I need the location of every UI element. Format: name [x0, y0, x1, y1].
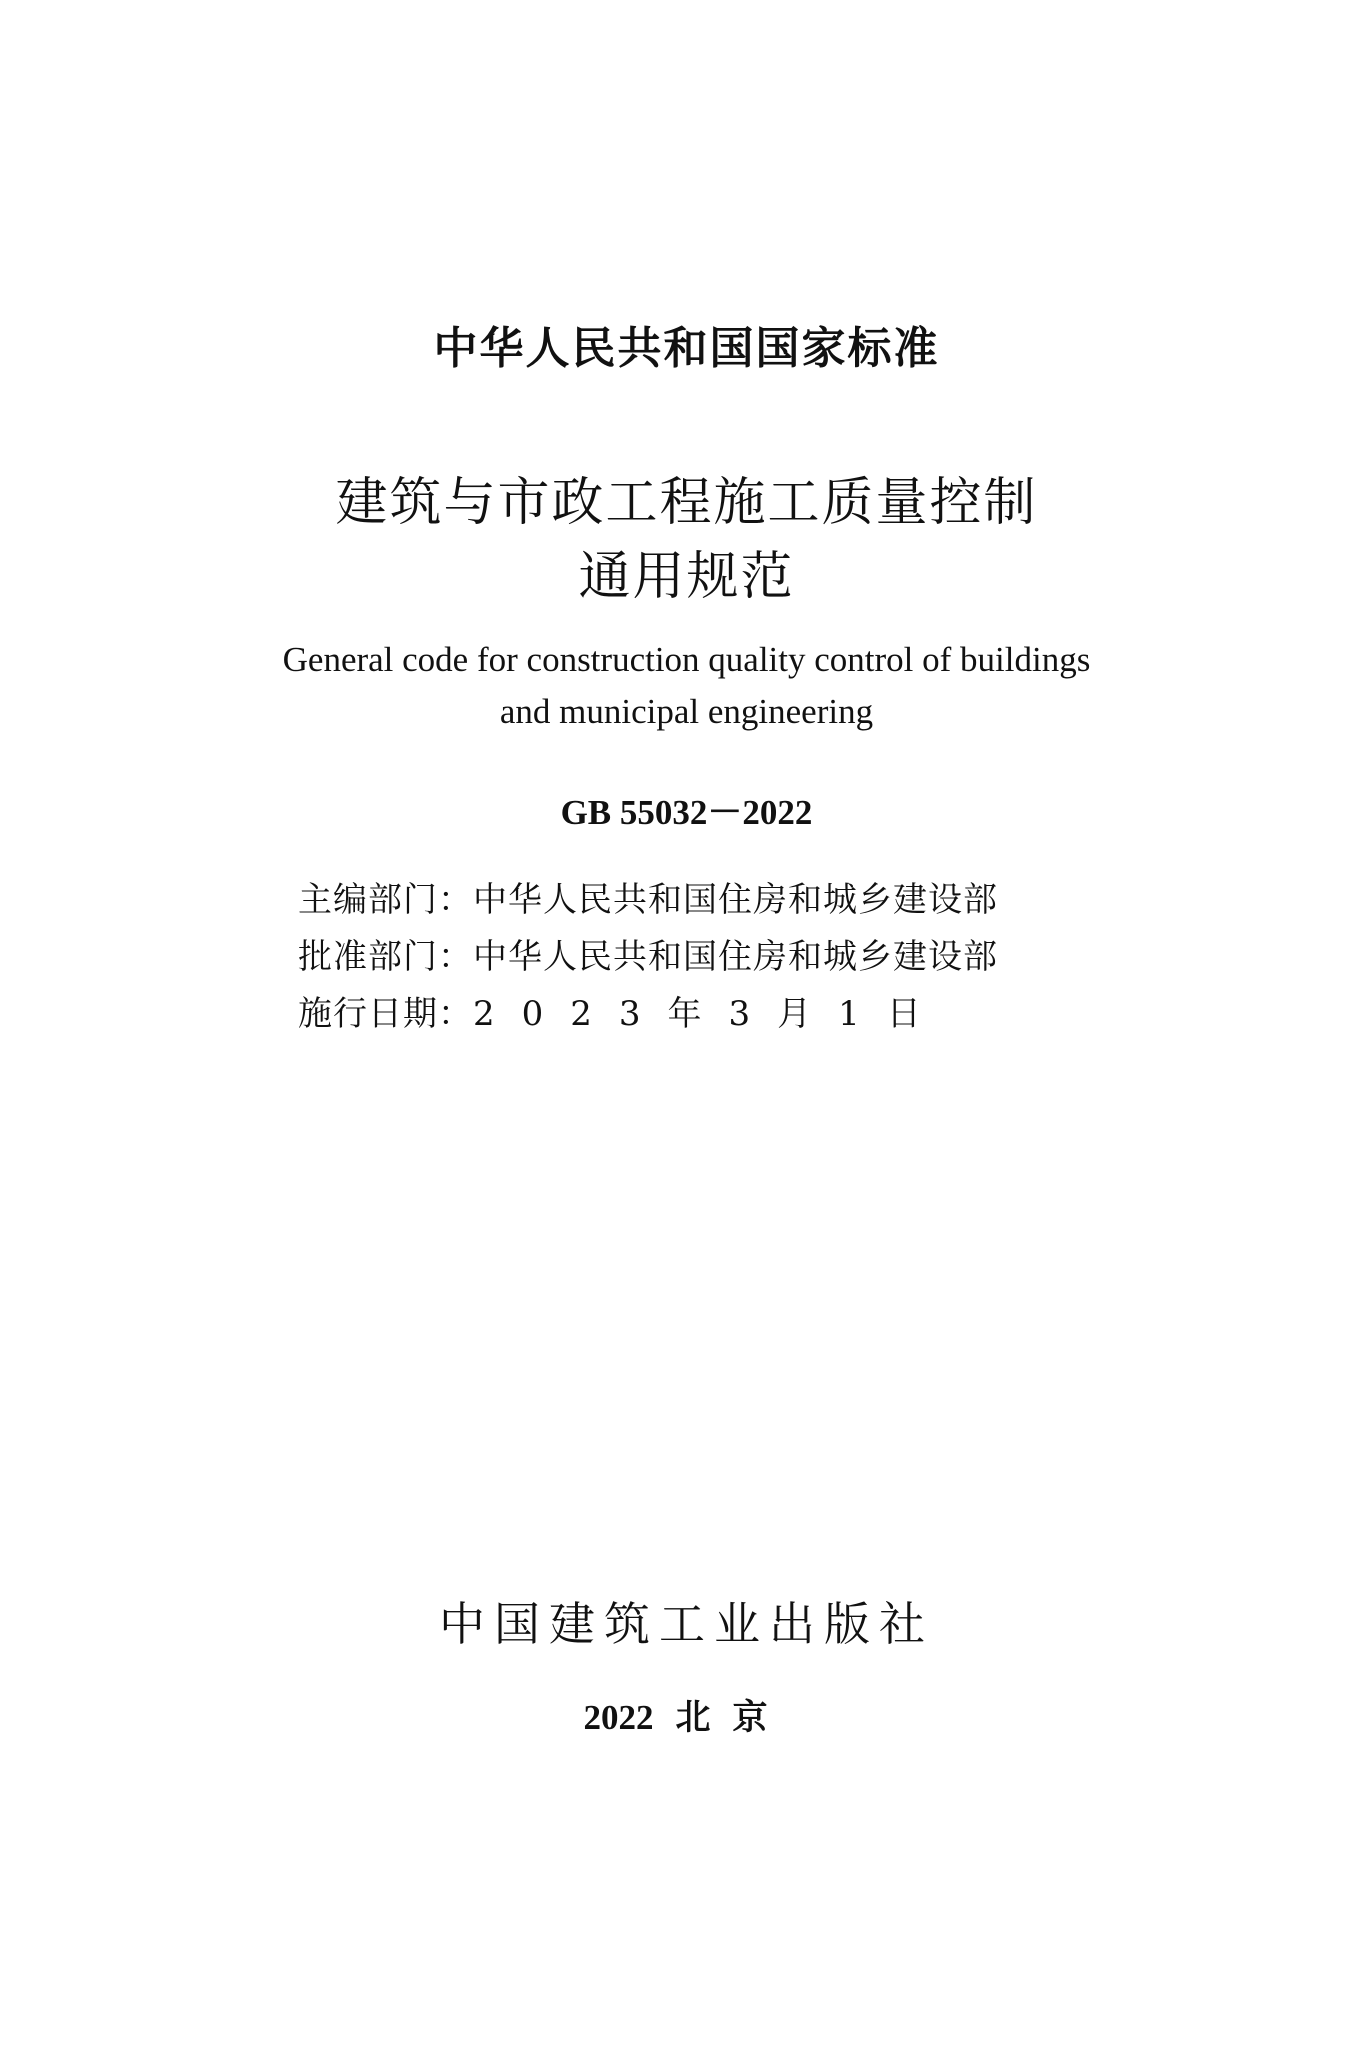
standard-category-heading: 中华人民共和国国家标准	[433, 323, 940, 374]
title-english-line-1: General code for construction quality control of buildings	[282, 640, 1091, 679]
publication-details	[298, 872, 998, 1043]
standard-code: GB 55032－2022	[560, 793, 813, 832]
title-chinese-line-2: 通用规范	[578, 547, 795, 607]
title-english-line-2: and municipal engineering	[499, 692, 874, 731]
publisher-name: 中国建筑工业出版社	[439, 1597, 934, 1651]
imprint	[6, 1690, 1361, 1740]
chief-editor-row	[298, 872, 998, 929]
effective-date-row	[298, 986, 998, 1043]
approver-label: 批准部门：	[298, 937, 473, 977]
approver-row	[298, 929, 998, 986]
title-chinese-line-1: 建筑与市政工程施工质量控制	[335, 473, 1038, 533]
imprint-city: 北京	[675, 1698, 790, 1738]
chief-editor-value: 中华人民共和国住房和城乡建设部	[473, 880, 998, 920]
effective-date-value: 2023年3月1日	[473, 994, 948, 1034]
chief-editor-label: 主编部门：	[298, 880, 473, 920]
approver-value: 中华人民共和国住房和城乡建设部	[473, 937, 998, 977]
imprint-year: 2022	[583, 1698, 654, 1737]
effective-date-label: 施行日期：	[298, 994, 473, 1034]
